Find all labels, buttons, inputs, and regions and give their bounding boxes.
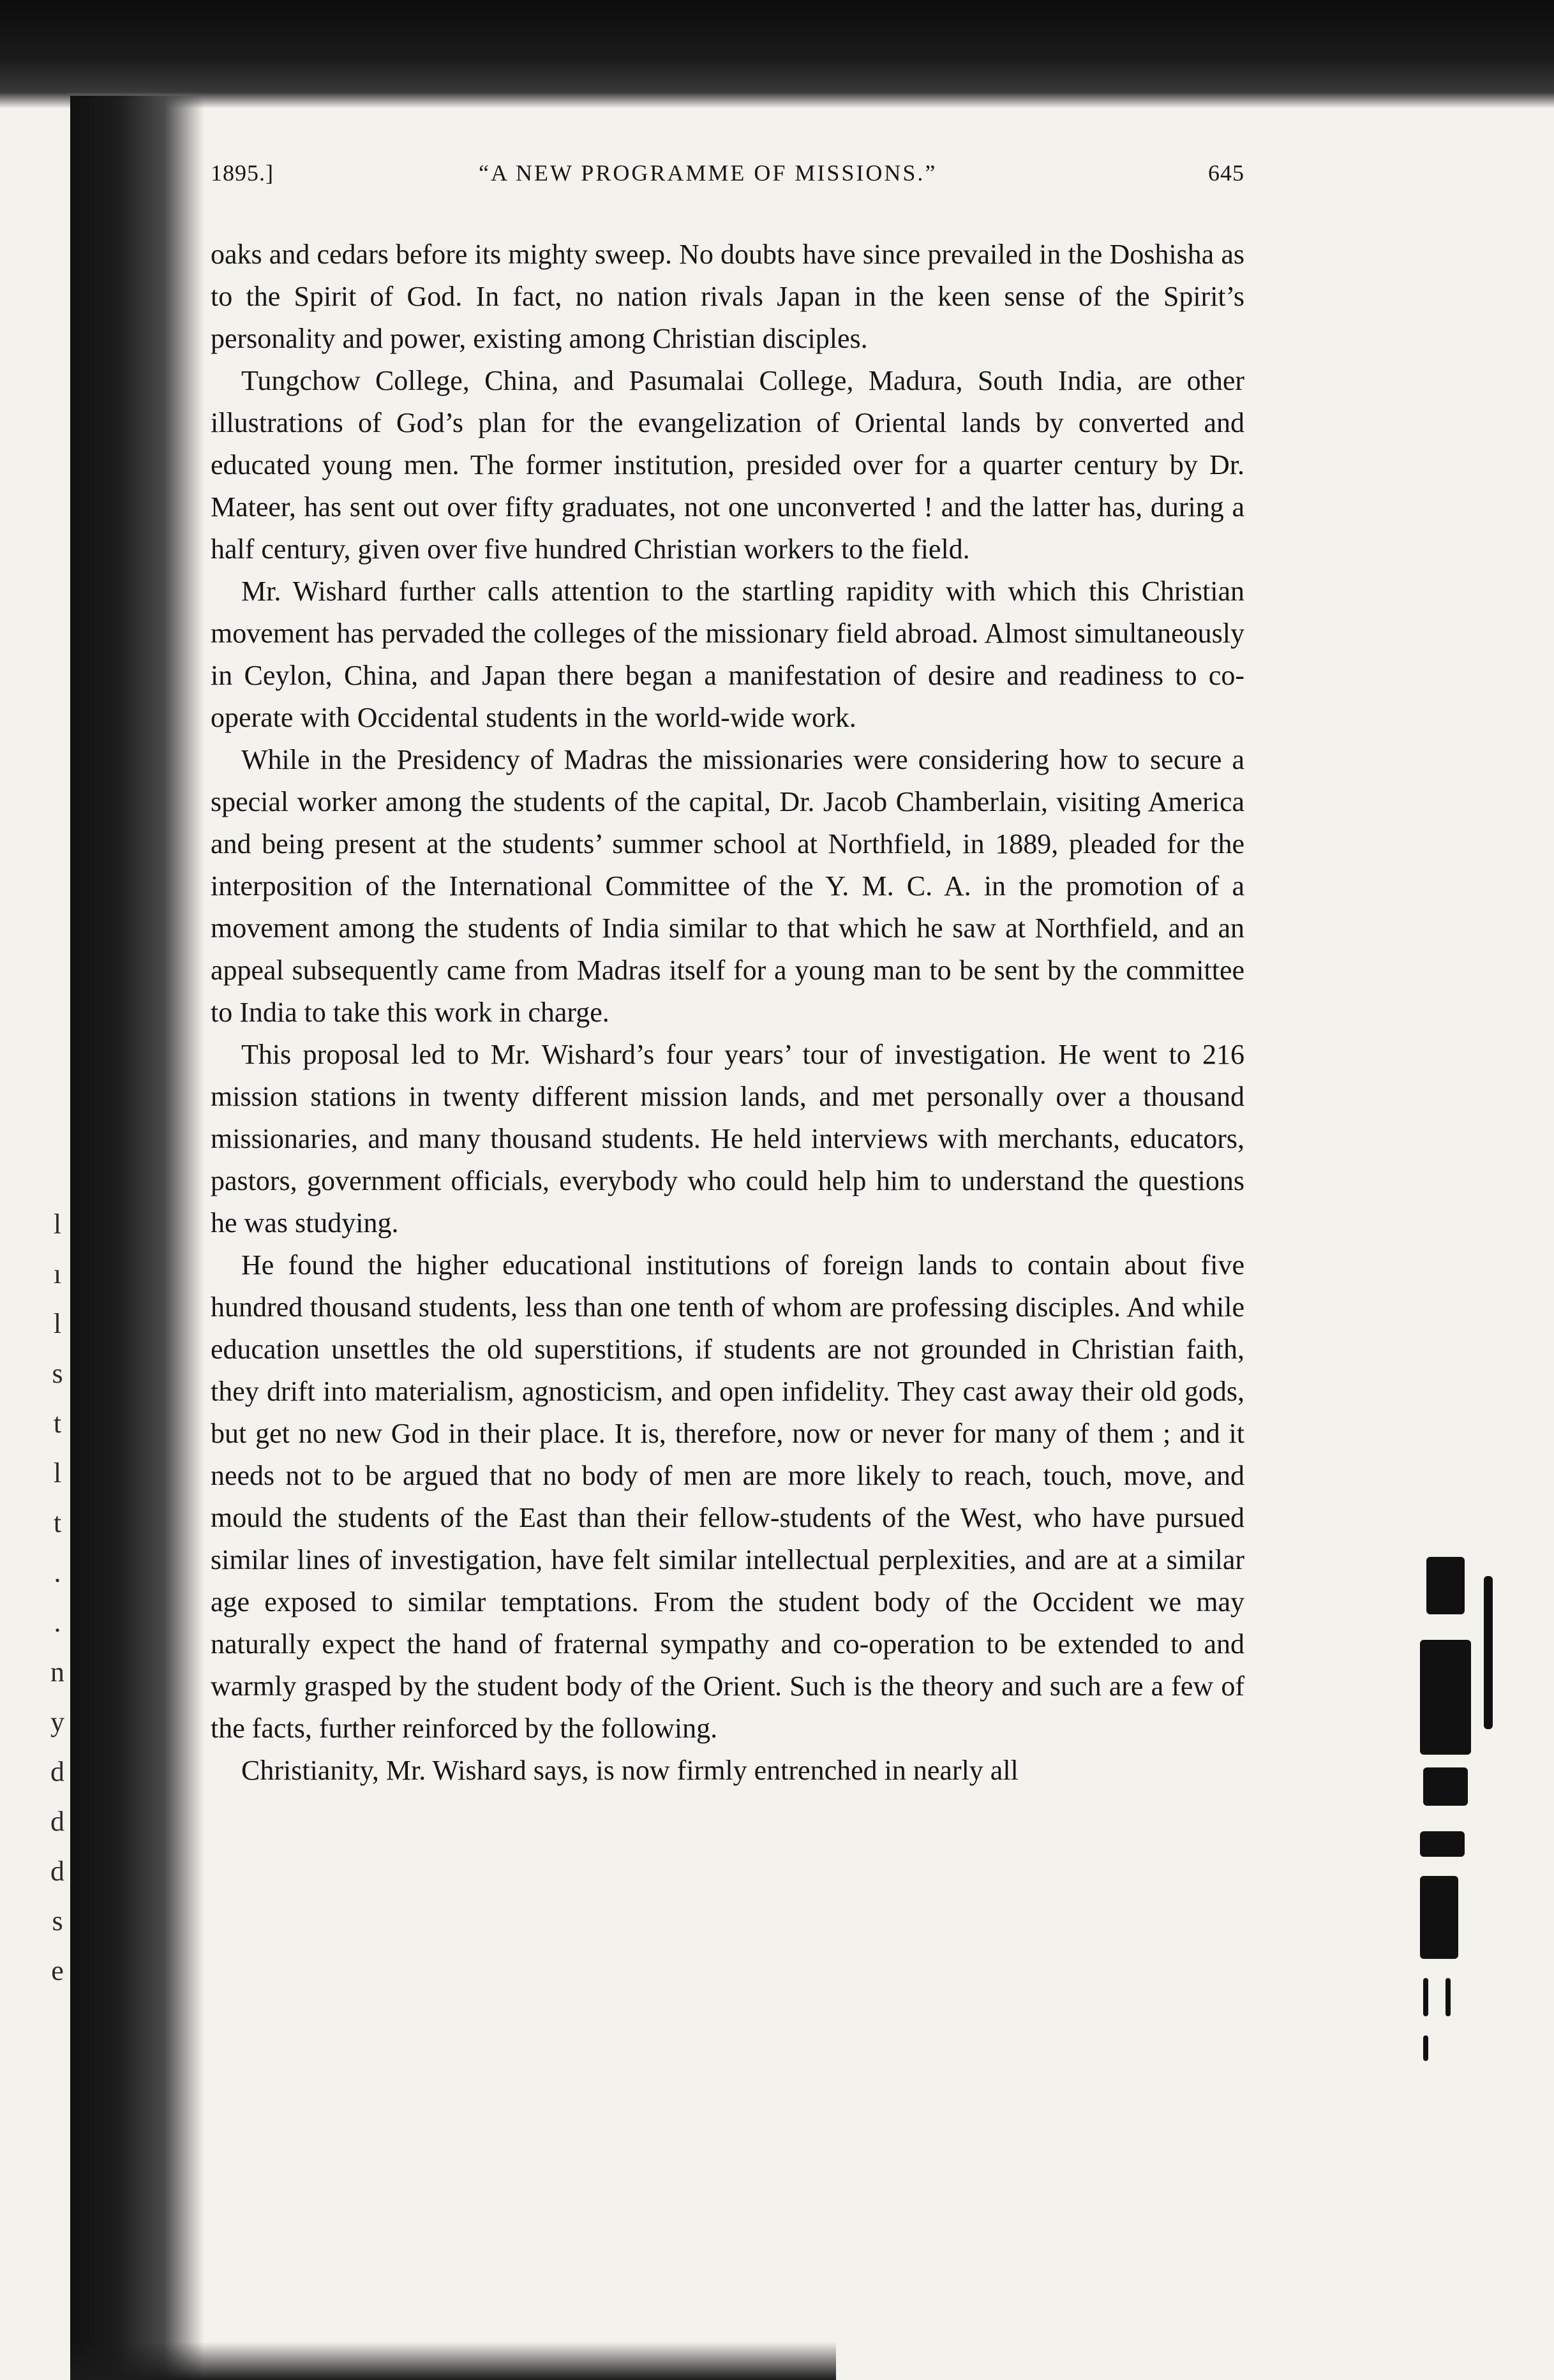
margin-letter: n: [50, 1656, 64, 1688]
margin-letter: d: [50, 1856, 64, 1887]
paragraph: Christianity, Mr. Wishard says, is now firmly entrenched in nearly all: [241, 1755, 1019, 1786]
margin-letter: d: [50, 1806, 64, 1837]
running-head-title: “A NEW PROGRAMME OF MISSIONS.”: [479, 160, 938, 186]
paragraph: He found the higher educational institutions of foreign lands to contain about five hundred thousand students, less than one tenth of whom are professing disciples. And while education unsettles the old superstitions, if students are not grounded in Christian faith, they drift into materialism, agnosticism, and open infidelity. They cast away their old gods, but get no new God in their place. It is, therefore, now or never for many of them ; and it needs not to be argued that no body of men are more likely to reach, touch, move, and mould the students of the East than their fellow-students of the West, who have pursued similar lines of investigation, have felt similar intellectual perplexities, and are at a similar age exposed to similar temptations. From the student body of the Occident we may naturally expect the hand of fraternal sympathy and co-operation to be extended to and warmly grasped by the student body of the Orient. Such is the theory and such are a few of the facts, further reinforced by the following.: [211, 1249, 1244, 1744]
margin-letter: s: [52, 1905, 63, 1937]
paragraph: oaks and cedars before its mighty sweep. No doubts have since prevailed in the Doshisha as to the Spirit of God. In fact, no nation rivals Japan in the keen sense of the Spirit’s personality and power, existing among Christian disciples.: [211, 239, 1244, 354]
paragraph: While in the Presidency of Madras the missionaries were considering how to secure a special worker among the students of the capital, Dr. Jacob Chamberlain, visiting America and being present at the students’ summer school at Northfield, in 1889, pleaded for the interposition of the International Committee of the Y. M. C. A. in the promotion of a movement among the students of India similar to that which he saw at Northfield, and an appeal subsequently came from Madras itself for a young man to be sent by the committee to India to take this work in charge.: [211, 744, 1244, 1028]
margin-letter: .: [54, 1607, 61, 1638]
margin-letter: t: [53, 1408, 62, 1439]
page-number: 645: [1208, 160, 1244, 186]
margin-letter: ı: [53, 1258, 62, 1290]
running-head-year: 1895.]: [211, 160, 274, 186]
scan-right-edge-blots: [1420, 1557, 1516, 2252]
margin-letter: d: [50, 1756, 64, 1787]
scan-top-shadow: [0, 0, 1554, 108]
bleed-through-margin-letters: [38, 1200, 77, 1996]
margin-letter: l: [53, 1308, 62, 1339]
margin-letter: y: [50, 1706, 64, 1737]
paragraph: Mr. Wishard further calls attention to the startling rapidity with which this Christian movement has pervaded the colleges of the missionary field abroad. Almost simultaneously in Ceylon, China, and Japan there began a manifestation of desire and readiness to co-operate with Occidental students in the world-wide work.: [211, 576, 1244, 733]
scan-bottom-shadow: [70, 2342, 836, 2380]
margin-letter: .: [54, 1557, 61, 1588]
margin-letter: s: [52, 1358, 63, 1389]
book-page: [211, 160, 1244, 1792]
scan-binding-shadow: [70, 96, 204, 2380]
margin-letter: l: [53, 1457, 62, 1489]
paragraph: Tungchow College, China, and Pasumalai College, Madura, South India, are other illustrations of God’s plan for the evangelization of Oriental lands by converted and educated young men. The former institution, presided over for a quarter century by Dr. Mateer, has sent out over fifty graduates, not one unconverted ! and the latter has, during a half century, given over five hundred Christian workers to the field.: [211, 365, 1244, 565]
running-head: [211, 160, 1244, 198]
margin-letter: l: [53, 1209, 62, 1240]
body-text: [211, 234, 1244, 1792]
paragraph: This proposal led to Mr. Wishard’s four years’ tour of investigation. He went to 216 mission stations in twenty different mission lands, and met personally over a thousand missionaries, and many thousand students. He held interviews with merchants, educators, pastors, government officials, everybody who could help him to understand the questions he was studying.: [211, 1039, 1244, 1238]
margin-letter: e: [51, 1955, 64, 1986]
margin-letter: t: [53, 1507, 62, 1538]
